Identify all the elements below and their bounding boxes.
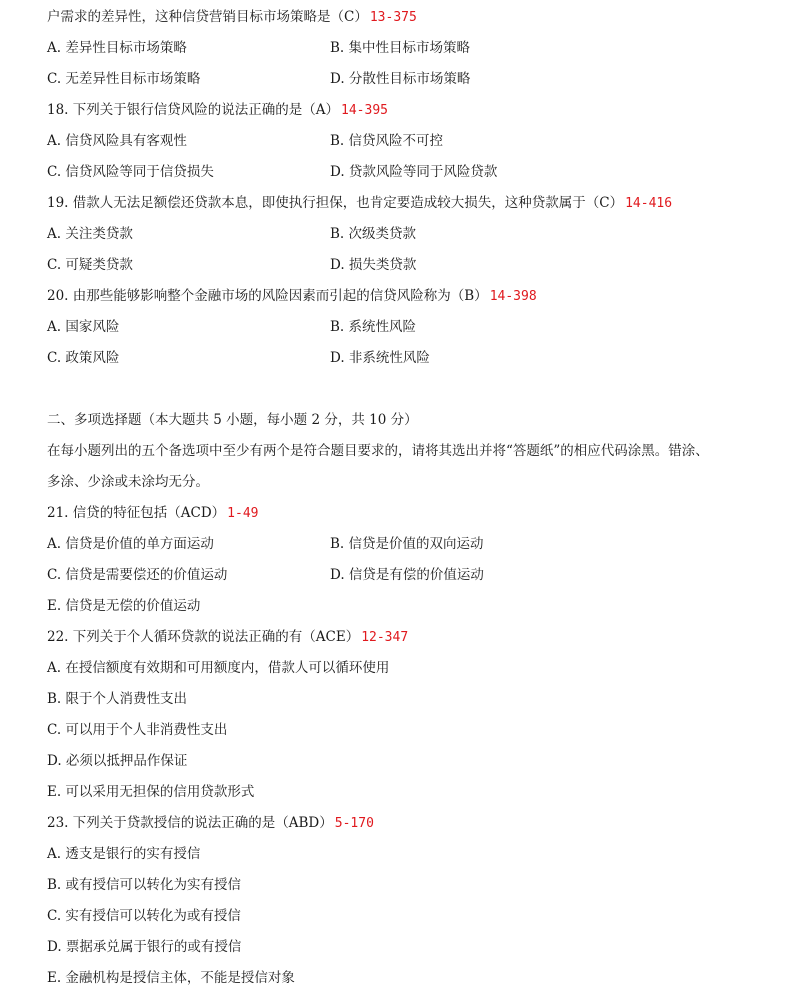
option-c: C. 可以用于个人非消费性支出 [47,722,228,738]
option-b: B. 限于个人消费性支出 [47,691,188,707]
option-d: D. 信贷是有偿的价值运动 [330,567,484,583]
question-21-stem [47,504,258,522]
option-d: D. 贷款风险等同于风险贷款 [330,164,498,180]
question-text: 19. 借款人无法足额偿还贷款本息，即使执行担保，也肯定要造成较大损失，这种贷款属于（C） [47,195,624,211]
option-d: D. 损失类贷款 [330,257,417,273]
question-text: 23. 下列关于贷款授信的说法正确的是（ABD） [47,815,333,831]
section-instruction-line-1: 在每小题列出的五个备选项中至少有两个是符合题目要求的，请将其选出并将“答题纸”的相应代码涂黑。错涂、 [47,443,709,459]
option-a: A. 国家风险 [47,319,120,335]
option-a: A. 在授信额度有效期和可用额度内，借款人可以循环使用 [47,660,390,676]
question-text: 22. 下列关于个人循环贷款的说法正确的有（ACE） [47,629,360,645]
option-d: D. 票据承兑属于银行的或有授信 [47,939,242,955]
reference-code: 14-398 [489,289,537,304]
question-text: 21. 信贷的特征包括（ACD） [47,505,226,521]
reference-code: 5-170 [334,816,374,831]
option-a: A. 关注类贷款 [47,226,133,242]
option-d: D. 必须以抵押品作保证 [47,753,188,769]
question-22-stem [47,628,408,646]
question-20-stem [47,287,537,305]
option-c: C. 政策风险 [47,350,120,366]
question-17-stem-tail [47,8,417,26]
reference-code: 12-347 [361,630,409,645]
reference-code: 14-395 [341,103,388,118]
question-text: 20. 由那些能够影响整个金融市场的风险因素而引起的信贷风险称为（B） [47,288,488,304]
option-c: C. 无差异性目标市场策略 [47,71,201,87]
option-b: B. 系统性风险 [330,319,417,335]
option-e: E. 信贷是无偿的价值运动 [47,598,201,614]
question-text: 户需求的差异性，这种信贷营销目标市场策略是（C） [47,9,368,25]
option-b: B. 或有授信可以转化为实有授信 [47,877,242,893]
option-d: D. 非系统性风险 [330,350,430,366]
question-23-stem [47,814,374,832]
option-a: A. 透支是银行的实有授信 [47,846,201,862]
option-e: E. 金融机构是授信主体，不能是授信对象 [47,970,295,986]
reference-code: 13-375 [369,10,417,25]
question-18-stem [47,101,388,119]
section-instruction-line-2: 多涂、少涂或未涂均无分。 [47,474,209,490]
question-19-stem [47,194,672,212]
option-c: C. 可疑类贷款 [47,257,133,273]
question-text: 18. 下列关于银行信贷风险的说法正确的是（A） [47,102,340,118]
option-a: A. 差异性目标市场策略 [47,40,187,56]
option-c: C. 信贷是需要偿还的价值运动 [47,567,228,583]
option-a: A. 信贷风险具有客观性 [47,133,187,149]
option-b: B. 集中性目标市场策略 [330,40,471,56]
reference-code: 1-49 [227,506,259,521]
section-title: 二、多项选择题（本大题共 5 小题，每小题 2 分，共 10 分） [47,412,418,428]
option-c: C. 实有授信可以转化为或有授信 [47,908,241,924]
option-b: B. 信贷风险不可控 [330,133,444,149]
option-b: B. 次级类贷款 [330,226,417,242]
option-c: C. 信贷风险等同于信贷损失 [47,164,214,180]
reference-code: 14-416 [625,196,673,211]
option-e: E. 可以采用无担保的信用贷款形式 [47,784,255,800]
option-a: A. 信贷是价值的单方面运动 [47,536,214,552]
option-b: B. 信贷是价值的双向运动 [330,536,484,552]
option-d: D. 分散性目标市场策略 [330,71,471,87]
